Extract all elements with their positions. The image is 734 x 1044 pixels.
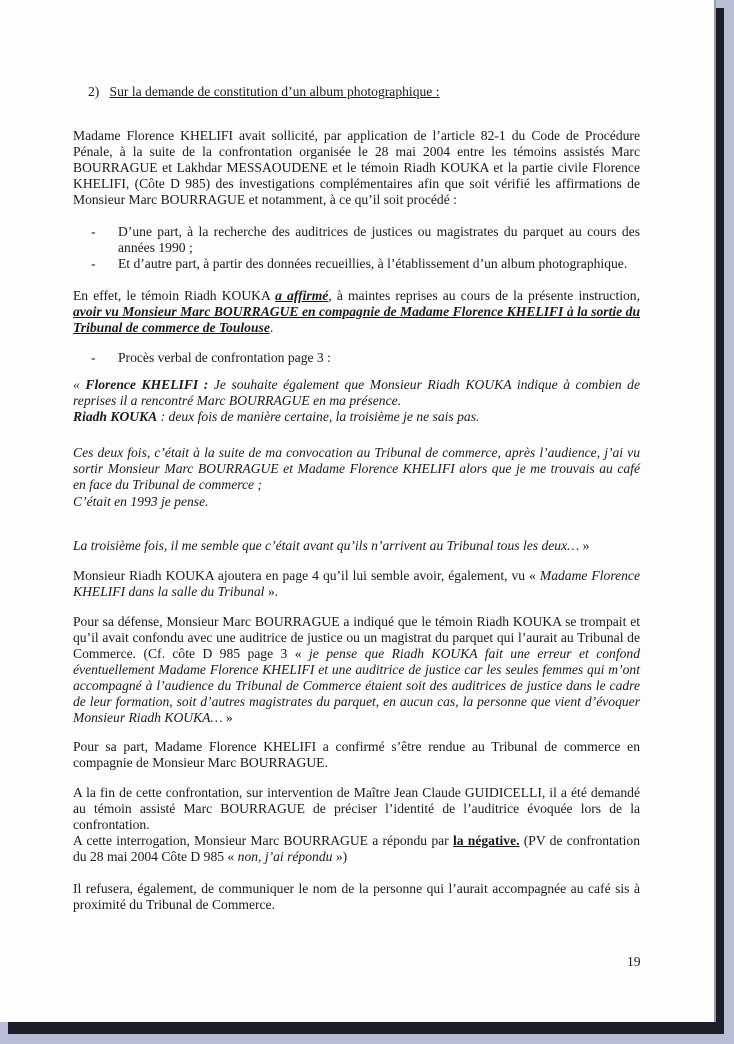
bullet-item — [73, 256, 640, 272]
text-run: » — [582, 538, 590, 553]
text-run: Riadh KOUKA — [73, 409, 158, 424]
paragraph-defense — [73, 614, 640, 726]
text-run: Monsieur Riadh KOUKA ajoutera en page 4 qu’il lui semble avoir, également, vu « — [73, 568, 540, 583]
bullet-text: Et d’autre part, à partir des données recueillies, à l’établissement d’un album photographique. — [118, 256, 628, 271]
text-run: A cette interrogation, Monsieur Marc BOURRAGUE a répondu par — [73, 833, 453, 848]
section-heading — [88, 84, 538, 100]
bullet-text: Procès verbal de confrontation page 3 : — [118, 350, 331, 365]
dash: - — [91, 350, 96, 365]
text-run: ») — [332, 849, 348, 864]
dash: - — [91, 256, 96, 271]
heading-number: 2) — [88, 84, 100, 99]
paragraph-witness — [73, 288, 640, 336]
text-run: avoir vu Monsieur Marc BOURRAGUE en compagnie de Madame Florence KHELIFI à la sortie du Tribunal de commerce de Toulouse — [73, 304, 640, 335]
text-run: non, j’ai répondu — [237, 849, 333, 864]
text-run: : deux fois de manière certaine, la troisième je ne sais pas. — [157, 409, 480, 424]
text-run: A la fin de cette confrontation, sur intervention de Maître Jean Claude GUIDICELLI, il a été demandé au témoin assisté Marc BOURRAGUE de préciser l’identité de l’auditrice évoquée lors de la confrontation. — [73, 785, 640, 832]
text-run: Florence KHELIFI : — [85, 377, 209, 392]
text-run: Pour sa défense, Monsieur Marc BOURRAGUE a indiqué que le témoin Riadh KOUKA se trompait et qu’il avait confondu avec une auditrice de justice ou un magistrat du parquet qui l’aurait au Tribunal de Commerce. (Cf. côte D 985 page 3 « — [73, 614, 640, 661]
paragraph-request: Madame Florence KHELIFI avait sollicité, par application de l’article 82-1 du Code de Procédure Pénale, à la suite de la confrontation organisée le 28 mai 2004 entre les témoins assistés Marc BOURRAGUE et Lakhdar MESSAOUDENE et le témoin Riadh KOUKA et la partie civile Florence KHELIFI, (Côte D 985) des investigations complémentaires afin que soit vérifié les affirmations de Monsieur Marc BOURRAGUE et notamment, à ce qu’il soit procédé : — [73, 128, 640, 207]
quote-exchange — [73, 377, 640, 425]
text-run: En effet, le témoin Riadh KOUKA — [73, 288, 276, 303]
bullet-item — [73, 224, 640, 256]
text-run: » — [222, 710, 233, 725]
quote-paragraph: C’était en 1993 je pense. — [73, 494, 209, 509]
paragraph-end-confrontation — [73, 785, 640, 865]
text-run: Madame Florence KHELIFI dans la salle du Tribunal — [73, 568, 640, 599]
page-number: 19 — [627, 954, 641, 969]
dash: - — [91, 224, 96, 239]
text-run: la négative. — [452, 833, 520, 848]
text-run: Je souhaite également que Monsieur Riadh KOUKA indique à combien de reprises il a rencontré Marc BOURRAGUE en ma présence. — [73, 377, 641, 408]
paragraph-refusal: Il refusera, également, de communiquer le nom de la personne qui l’aurait accompagnée au café sis à proximité du Tribunal de Commerce. — [73, 881, 640, 912]
text-run: ». — [264, 584, 279, 599]
bullet-item — [73, 350, 640, 366]
bullet-text: D’une part, à la recherche des auditrices de justices ou magistrates du parquet au cours des années 1990 ; — [118, 224, 640, 255]
quote-paragraph — [73, 538, 640, 554]
paragraph-confirmation: Pour sa part, Madame Florence KHELIFI a confirmé s’être rendue au Tribunal de commerce en compagnie de Monsieur Marc BOURRAGUE. — [73, 739, 640, 770]
paragraph-page4 — [73, 568, 640, 600]
text-run: La troisième fois, il me semble que c’était avant qu’ils n’arrivent au Tribunal tous les deux… — [73, 538, 583, 553]
heading-text: Sur la demande de constitution d’un album photographique : — [109, 84, 440, 99]
text-run: . — [269, 320, 274, 335]
text-run: (PV de confrontation du 28 mai 2004 Côte D 985 « — [73, 833, 641, 864]
text-run: « — [73, 377, 86, 392]
text-run: , à maintes reprises au cours de la présente instruction, — [328, 288, 640, 303]
text-run: a affirmé — [275, 288, 329, 303]
quote-paragraph: Ces deux fois, c’était à la suite de ma convocation au Tribunal de commerce, après l’audience, j’ai vu sortir Monsieur Marc BOURRAGUE et Madame Florence KHELIFI alors que je me trouvais au café en face du Tribunal de commerce ; — [73, 445, 640, 492]
text-run: je pense que Riadh KOUKA fait une erreur et confond éventuellement Madame Florence KHELIFI et une auditrice de justice car les seules femmes qui m’ont accompagné à l’audience du Tribunal de Commerce étaient soit des auditrices de justice dans le cadre de leur formation, soit d’autres magistrates du parquet, en aucun cas, la personne que vient d’évoquer Monsieur Riadh KOUKA… — [73, 646, 640, 725]
